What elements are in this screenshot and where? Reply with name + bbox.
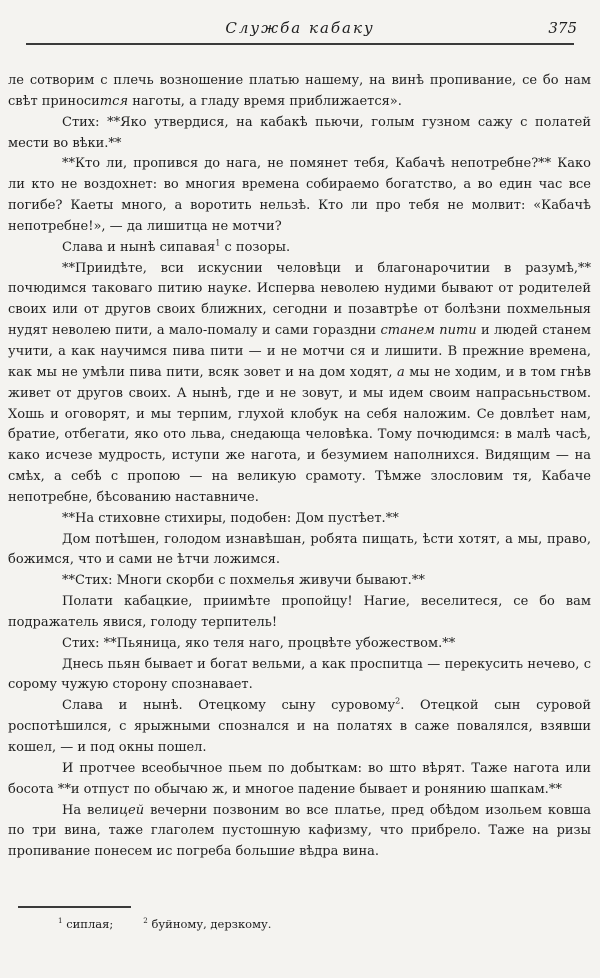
footnote-ref: 2: [395, 696, 401, 706]
text-segment: мы не ходим, и в том гнѣв живет от другов своих. А нынѣ, где и не зовут, и мы идем своим напрасьньством. Хошь и оговорят, и мы терпим, глухой клобук на себя наложим. Се довлѣет нам, братие, отбегати, яко ото льва, снедающа человѣка. Тому почюдимся: в малѣ часѣ, како исчезе мудрость, иступи же нагота, и безумием наполнихся. Видящим — на смѣх, а себѣ с пропою — на великую срамоту. Тѣмже злословим тя, Кабаче непотребне, бѣсованию наставниче.: [8, 364, 591, 505]
footnote-ref: 1: [215, 238, 221, 248]
footnote-line: [58, 917, 600, 932]
paragraph: [8, 801, 591, 864]
footnote: [143, 917, 271, 931]
footnotes-block: [0, 906, 600, 932]
text-segment: вѣдра вина.: [294, 844, 380, 860]
text-segment: **На стиховне стихиры, подобен: Дом пустѣет.**: [62, 510, 399, 526]
text-segment: тся: [99, 93, 129, 109]
text-segment: е: [239, 281, 248, 297]
text-segment: наготы, а гладу время приближается».: [128, 93, 402, 109]
text-segment: Стих: **Пьяница, яко теля наго, процвѣте убожеством.**: [62, 635, 456, 651]
text-segment: Полати кабацкие, приимѣте пропойцу! Нагие, веселитеся, се бо вам подражатель явися, голоду терпитель!: [8, 594, 591, 630]
text-segment: Днесь пьян бывает и богат вельми, а как проспитца — перекусить нечево, с сорому чужую сторону спознавает.: [8, 656, 591, 693]
paragraph: [8, 634, 591, 655]
paragraph: [8, 655, 591, 697]
header-rule: [26, 43, 574, 45]
page-header: [0, 17, 600, 39]
text-segment: станем пити: [380, 323, 477, 339]
paragraph: [8, 592, 591, 634]
paragraph: [8, 259, 591, 509]
paragraph: [8, 696, 591, 759]
text-segment: . Отецкой сын суровой роспотѣшился, с ярыжными спознался и на полатях в саже повалялся, взявши кошел, — и под окны пошел.: [8, 698, 591, 755]
text-segment: с позоры.: [220, 239, 291, 255]
footnote-rule: [18, 906, 131, 908]
paragraph: [8, 571, 591, 592]
text-segment: вечерни позвоним во все платье, пред обѣдом изольем ковша по три вина, таже глаголем пустошную кафизму, что прибрело. Таже на ризы пропивание понесем ис погреба больши: [8, 802, 591, 860]
text-segment: Слава и нынѣ сипавая: [62, 239, 216, 255]
footnote-marker: 2: [143, 916, 148, 926]
text-segment: И протчее всеобычное пьем по добыткам: во што вѣрят. Таже нагота или босота **и отпуст по обычаю ж, и многое падение бывает и ронянию шапкам.**: [8, 760, 591, 797]
footnote-marker: 1: [58, 916, 63, 926]
paragraph: [8, 509, 591, 530]
text-segment: **Приидѣте, вси искуснии человѣци и благонарочитии в разумѣ,** почюдимся таковаго питию наук: [8, 260, 591, 297]
footnote: [58, 917, 113, 931]
paragraph: [8, 71, 591, 113]
page-number: 375: [548, 19, 577, 37]
text-segment: а: [397, 364, 405, 380]
running-title: Служба кабаку: [225, 19, 375, 37]
text-segment: цей: [118, 802, 145, 818]
footnote-text: сиплая;: [62, 917, 114, 931]
text-segment: На вели: [62, 802, 119, 818]
paragraph: [8, 113, 591, 155]
text-segment: **Кто ли, пропився до нага, не помянет тебя, Кабачѣ непотребне?** Како ли кто не воздохнет: во многия времена собираемо богатство, а во един час все погибе? Каеты много, а воротить нельзѣ. Кто ли про тебя не молвит: «Кабачѣ непотребне!», — да лишитца не мотчи?: [8, 156, 591, 234]
text-segment: и людей станем учити, а как научимся пива пити — и не мотчи ся и лишити. В прежние времена, как мы не умѣли пива пити, всяк зовет и на дом ходят,: [8, 323, 591, 380]
body-text: [8, 71, 591, 889]
text-segment: Дом потѣшен, голодом изнавѣшан, робята пищать, ѣсти хотят, а мы, право, божимся, что и сами не ѣтчи ложимся.: [8, 531, 591, 568]
text-segment: **Стих: Многи скорби с похмелья живучи бывают.**: [62, 573, 425, 589]
text-segment: . Исперва неволею нудими бывают от родителей своих или от другов своих ближних, сегодни и позавтрѣе от болѣзни похмельныя нудят неволею пити, а мало-помалу и сами гораздни: [8, 281, 591, 339]
paragraph: [8, 154, 591, 237]
footnote-text: буйному, дерзкому.: [147, 917, 272, 931]
paragraph: [8, 238, 591, 259]
text-segment: ле сотворим с плечь возношение платью нашему, на винѣ пропивание, се бо нам свѣт приноси: [8, 73, 591, 109]
paragraph: [8, 530, 591, 572]
paragraph: [8, 759, 591, 801]
text-segment: Стих: **Яко утвердися, на кабакѣ пьючи, голым гузном сажу с полатей мести во вѣки.**: [8, 114, 591, 151]
text-segment: е: [287, 844, 295, 860]
text-segment: Слава и нынѣ. Отецкому сыну суровому: [62, 698, 396, 714]
